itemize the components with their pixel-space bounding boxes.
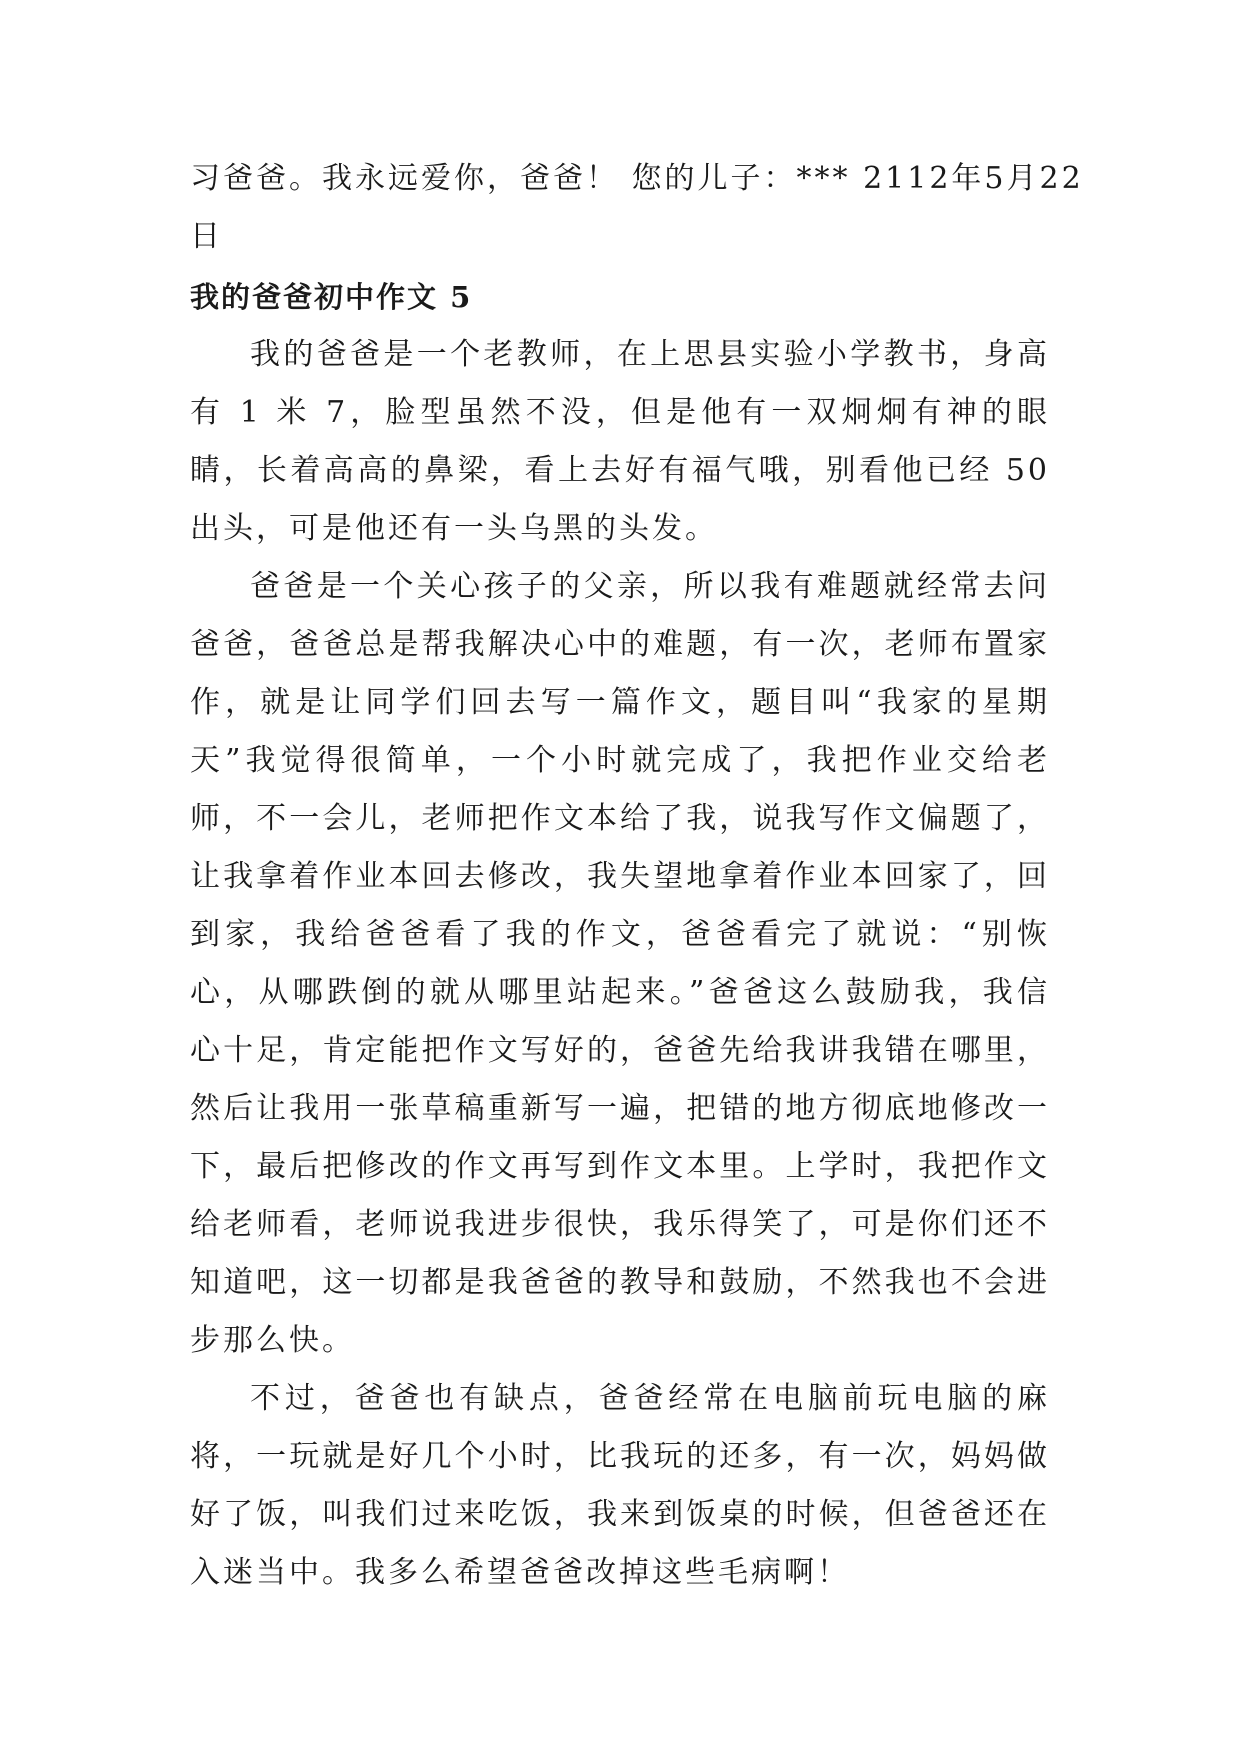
intro-line: 习爸爸。我永远爱你，爸爸！ 您的儿子：*** 2112年5月22 — [190, 161, 1084, 196]
paragraph-3: 不过，爸爸也有缺点，爸爸经常在电脑前玩电脑的麻将，一玩就是好几个小时，比我玩的还多，有一次，妈妈做好了饭，叫我们过来吃饭，我来到饭桌的时候，但爸爸还在入迷当中。我多么希望爸爸改掉这些毛病啊！ — [190, 1381, 1050, 1590]
paragraph-2: 爸爸是一个关心孩子的父亲，所以我有难题就经常去问爸爸，爸爸总是帮我解决心中的难题，有一次，老师布置家作，就是让同学们回去写一篇作文，题目叫“我家的星期天”我觉得很简单，一个小时就完成了，我把作业交给老师，不一会儿，老师把作文本给了我，说我写作文偏题了，让我拿着作业本回去修改，我失望地拿着作业本回家了，回到家，我给爸爸看了我的作文，爸爸看完了就说：“别恢心，从哪跌倒的就从哪里站起来。”爸爸这么鼓励我，我信心十足，肯定能把作文写好的，爸爸先给我讲我错在哪里，然后让我用一张草稿重新写一遍，把错的地方彻底地修改一下，最后把修改的作文再写到作文本里。上学时，我把作文给老师看，老师说我进步很快，我乐得笑了，可是你们还不知道吧，这一切都是我爸爸的教导和鼓励，不然我也不会进步那么快。 — [190, 569, 1050, 1358]
paragraph-1: 我的爸爸是一个老教师，在上思县实验小学教书，身高有 1 米 7，脸型虽然不没，但是他有一双炯炯有神的眼睛，长着高高的鼻梁，看上去好有福气哦，别看他已经 50 出头，可是他还有一头乌黑的头发。 — [190, 337, 1050, 546]
document-page — [190, 150, 1084, 1602]
essay-title: 我的爸爸初中作文 5 — [190, 280, 473, 314]
intro-line-tail: 日 — [190, 219, 223, 254]
